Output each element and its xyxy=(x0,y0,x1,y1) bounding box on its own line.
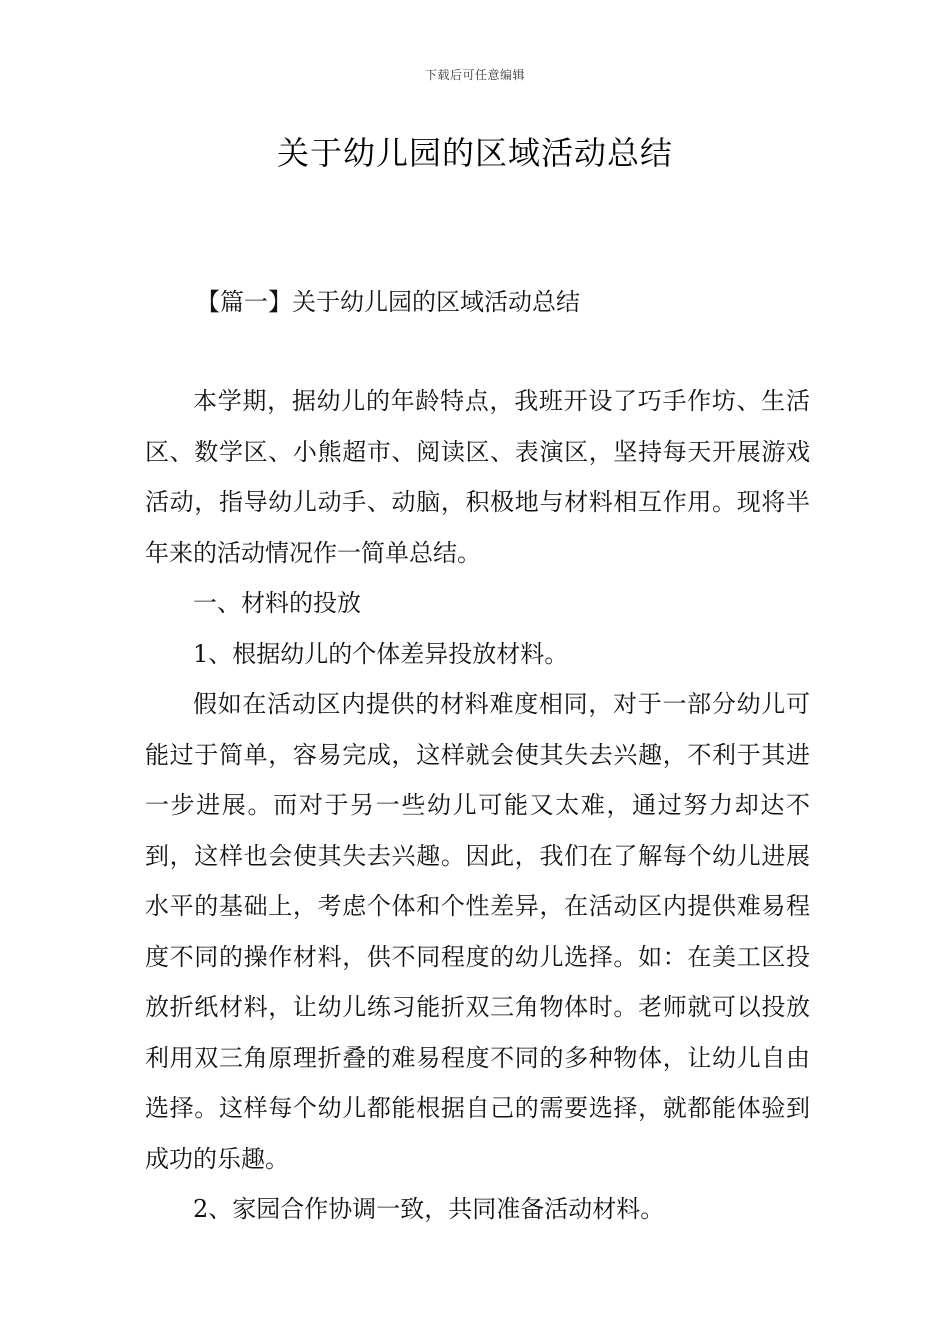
body-text xyxy=(145,376,810,1235)
section-heading: 【篇一】关于幼儿园的区域活动总结 xyxy=(196,288,580,316)
paragraph-materials-detail: 假如在活动区内提供的材料难度相同，对于一部分幼儿可能过于简单，容易完成，这样就会使其失去兴趣，不利于其进一步进展。而对于另一些幼儿可能又太难，通过努力却达不到，这样也会使其失去兴趣。因此，我们在了解每个幼儿进展水平的基础上，考虑个体和个性差异，在活动区内提供难易程度不同的操作材料，供不同程度的幼儿选择。如：在美工区投放折纸材料，让幼儿练习能折双三角物体时。老师就可以投放利用双三角原理折叠的难易程度不同的多种物体，让幼儿自由选择。这样每个幼儿都能根据自己的需要选择，就都能体验到成功的乐趣。 xyxy=(145,690,810,1173)
document-title: 关于幼儿园的区域活动总结 xyxy=(276,134,673,172)
paragraph-heading-materials: 一、材料的投放 xyxy=(193,589,361,617)
paragraph-intro: 本学期，据幼儿的年龄特点，我班开设了巧手作坊、生活区、数学区、小熊超市、阅读区、表演区，坚持每天开展游戏活动，指导幼儿动手、动脑，积极地与材料相互作用。现将半年来的活动情况作一简单总结。 xyxy=(145,387,810,567)
header-note: 下载后可任意编辑 xyxy=(424,68,525,82)
paragraph-subheading-2: 2、家园合作协调一致，共同准备活动材料。 xyxy=(193,1195,665,1223)
paragraph-subheading-1: 1、根据幼儿的个体差异投放材料。 xyxy=(193,639,569,668)
